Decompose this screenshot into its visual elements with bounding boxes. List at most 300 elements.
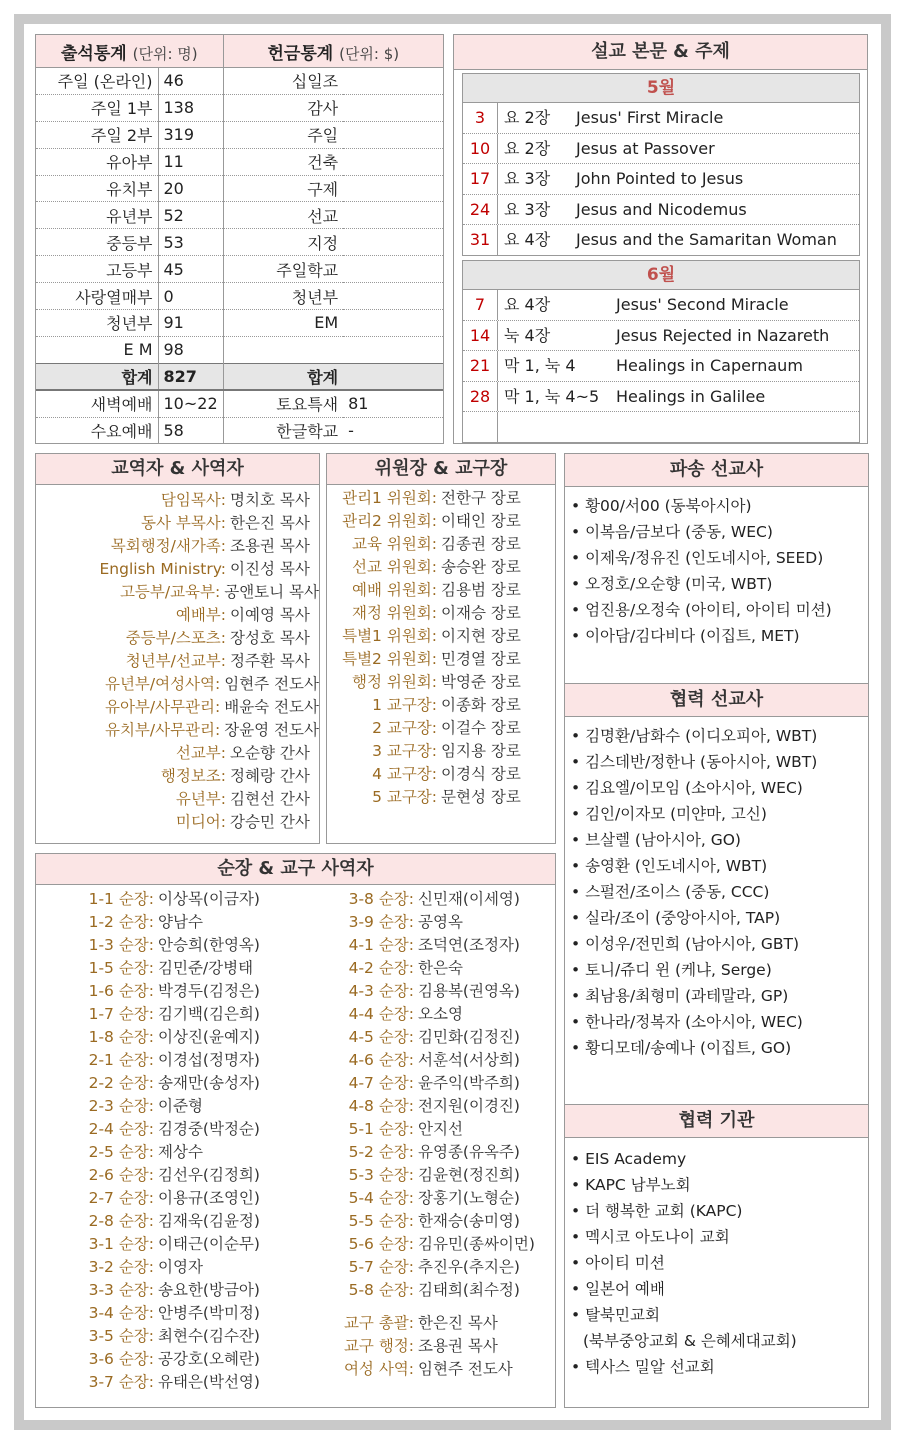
stats-row: [36, 121, 443, 148]
role-label: 5-4 순장:: [348, 1189, 414, 1207]
ministers-title: 교역자 & 사역자: [36, 454, 319, 485]
role-label: 4 교구장:: [372, 765, 437, 783]
attendance-label: 중등부: [36, 229, 158, 256]
role-label: 여성 사역:: [343, 1360, 414, 1378]
person-name: 윤주익(박주희): [418, 1074, 520, 1092]
minister-row: [36, 489, 319, 512]
role-label: 유년부:: [175, 790, 226, 808]
sermon-row: [463, 103, 859, 134]
attendance-value: 52: [158, 202, 223, 229]
committee-row: [327, 533, 555, 556]
offering-label: 합계: [223, 363, 343, 390]
offering-value: [343, 121, 443, 148]
stats-row: [36, 283, 443, 310]
offering-label: 주일학교: [223, 256, 343, 283]
person-name: 장홍기(노형순): [418, 1189, 520, 1207]
role-label: 3-9 순장:: [348, 913, 414, 931]
leader-row: [36, 1187, 294, 1210]
bullet: •: [571, 497, 586, 515]
minister-row: [36, 788, 319, 811]
person-name: 김윤현(정진희): [418, 1166, 520, 1184]
person-name: 김민화(김정진): [418, 1028, 520, 1046]
attendance-value: 11: [158, 148, 223, 175]
leader-row: [36, 1095, 294, 1118]
attendance-label: E M: [36, 336, 158, 363]
role-label: 관리1 위원회:: [342, 489, 437, 507]
person-name: 임현주 전도사: [224, 675, 319, 693]
role-label: 5-6 순장:: [348, 1235, 414, 1253]
committee-row: [327, 487, 555, 510]
person-name: 이걸수 장로: [441, 719, 521, 737]
item-text: 이복음/금보다 (중동, WEC): [585, 523, 773, 541]
item-text: 한나라/정복자 (소아시아, WEC): [585, 1013, 803, 1031]
role-label: 3-2 순장:: [88, 1258, 154, 1276]
leader-row: [36, 1325, 294, 1348]
sermon-date: 10: [463, 134, 498, 164]
item-text: 엄진용/오정숙 (아이티, 아이티 미션): [585, 601, 832, 619]
offering-label: 한글학교: [276, 422, 339, 442]
attendance-value: 0: [158, 283, 223, 310]
leader-row: [36, 1026, 294, 1049]
stats-row: [36, 417, 443, 444]
role-label: 유년부/여성사역:: [104, 675, 221, 693]
sermon-passage: 눅 4장: [504, 325, 551, 345]
partners-title: 협력 선교사: [565, 683, 868, 717]
leader-row: [294, 1279, 556, 1302]
committee-row: [327, 625, 555, 648]
sermon-title: 설교 본문 & 주제: [454, 35, 867, 70]
person-name: 한은진 목사: [418, 1314, 498, 1332]
attendance-header: [36, 35, 223, 68]
person-name: 안병주(박미정): [158, 1304, 260, 1322]
role-label: 4-1 순장:: [348, 936, 414, 954]
item-text: 브살렐 (남아시아, GO): [585, 831, 741, 849]
stats-row: [36, 363, 443, 390]
sermon-topic: John Pointed to Jesus: [576, 169, 744, 188]
role-label: 2-3 순장:: [88, 1097, 154, 1115]
person-name: 박영준 장로: [441, 673, 521, 691]
partner-item: [571, 931, 868, 957]
person-name: 전지원(이경진): [418, 1097, 520, 1115]
person-name: 양남수: [158, 913, 203, 931]
role-label: 행정 위원회:: [351, 673, 437, 691]
sermon-passage: 요 4장: [504, 295, 551, 314]
role-label: 3-1 순장:: [88, 1235, 154, 1253]
role-label: 5-2 순장:: [348, 1143, 414, 1161]
bullet: •: [571, 1013, 586, 1031]
person-name: 송승완 장로: [441, 558, 521, 576]
role-label: 4-8 순장:: [348, 1097, 414, 1115]
person-name: 김용복(권영옥): [418, 982, 520, 1000]
leader-row: [294, 934, 556, 957]
leader-row: [36, 934, 294, 957]
committee-row: [327, 694, 555, 717]
leader-row: [294, 1256, 556, 1279]
role-label: 유아부/사무관리:: [104, 698, 221, 716]
missionary-item: [571, 597, 868, 623]
role-label: 4-5 순장:: [348, 1028, 414, 1046]
sermon-topic: Jesus and the Samaritan Woman: [576, 230, 837, 249]
offering-title: 헌금통계: [267, 43, 334, 64]
item-text: 이성우/전민희 (남아시아, GBT): [585, 935, 800, 953]
stats-row: [36, 175, 443, 202]
offering-label: 십일조: [223, 68, 343, 95]
attendance-label: 유년부: [36, 202, 158, 229]
person-name: 신민재(이세영): [418, 890, 520, 908]
minister-row: [36, 742, 319, 765]
item-text: 텍사스 밀알 선교회: [585, 1358, 715, 1376]
role-label: 1-1 순장:: [88, 890, 154, 908]
role-label: 1 교구장:: [372, 696, 437, 714]
leader-row: [36, 1118, 294, 1141]
person-name: 이예영 목사: [230, 606, 310, 624]
minister-row: [36, 650, 319, 673]
partner-item: [571, 749, 868, 775]
org-item: [571, 1146, 868, 1172]
role-label: 5-8 순장:: [348, 1281, 414, 1299]
role-label: 특별2 위원회:: [342, 650, 437, 668]
sermon-row: [463, 164, 859, 195]
role-label: 중등부/스포츠:: [125, 629, 226, 647]
item-text: 오정호/오순향 (미국, WBT): [585, 575, 773, 593]
item-text: KAPC 남부노회: [585, 1176, 691, 1194]
role-label: 선교 위원회:: [351, 558, 437, 576]
sermon-passage: 막 1, 눅 4~5: [504, 386, 600, 406]
offering-value: [343, 256, 443, 283]
person-name: 유영종(유옥주): [418, 1143, 520, 1161]
offering-value: [343, 336, 443, 363]
sermon-row: [463, 195, 859, 226]
leader-row: [36, 1164, 294, 1187]
minister-row: [36, 696, 319, 719]
role-label: 유치부/사무관리:: [104, 721, 221, 739]
role-label: 5-7 순장:: [348, 1258, 414, 1276]
person-name: 이경식 장로: [441, 765, 521, 783]
role-label: 미디어:: [175, 813, 226, 831]
role-label: 2-6 순장:: [88, 1166, 154, 1184]
leader-row: [36, 1233, 294, 1256]
offering-label: 감사: [223, 94, 343, 121]
role-label: 4-3 순장:: [348, 982, 414, 1000]
bullet: •: [571, 961, 586, 979]
stats-row: [36, 68, 443, 95]
role-label: 4-4 순장:: [348, 1005, 414, 1023]
month-title: 6월: [463, 261, 859, 290]
bullet: •: [571, 753, 586, 771]
item-text: 스펄전/조이스 (중동, CCC): [585, 883, 770, 901]
leader-row: [36, 911, 294, 934]
person-name: 공영옥: [418, 913, 463, 931]
committee-row: [327, 579, 555, 602]
person-name: 김기백(김은희): [158, 1005, 260, 1023]
item-text: 토니/쥬디 윈 (케냐, Serge): [585, 961, 772, 979]
item-text: 멕시코 아도나이 교회: [585, 1228, 730, 1246]
attendance-value: 10~22: [158, 390, 223, 417]
partner-item: [571, 983, 868, 1009]
leader-row: [36, 957, 294, 980]
committee-row: [327, 763, 555, 786]
offering-label: 청년부: [223, 283, 343, 310]
role-label: 5-3 순장:: [348, 1166, 414, 1184]
sermon-month-may: [462, 73, 860, 256]
sermon-topic: Healings in Galilee: [616, 386, 766, 406]
item-text: 최남용/최형미 (과테말라, GP): [585, 987, 789, 1005]
role-label: 5 교구장:: [372, 788, 437, 806]
minister-row: [36, 719, 319, 742]
offering-value: [343, 229, 443, 256]
item-text: 일본어 예배: [585, 1280, 665, 1298]
attendance-label: 합계: [36, 363, 158, 390]
missionary-item: [571, 493, 868, 519]
org-item: [571, 1250, 868, 1276]
staff-row: [294, 1358, 556, 1381]
minister-row: [36, 627, 319, 650]
attendance-label: 유치부: [36, 175, 158, 202]
item-text: EIS Academy: [585, 1150, 687, 1168]
item-text: 송영환 (인도네시아, WBT): [585, 857, 768, 875]
org-item: [571, 1198, 868, 1224]
person-name: 이태근(이순무): [158, 1235, 260, 1253]
person-name: 최현수(김수잔): [158, 1327, 260, 1345]
role-label: 예배부:: [175, 606, 226, 624]
bullet: •: [571, 1202, 586, 1220]
person-name: 배윤숙 전도사: [224, 698, 319, 716]
sermon-month-june: [462, 260, 860, 443]
leader-row: [36, 1348, 294, 1371]
item-text: 실라/조이 (중앙아시아, TAP): [585, 909, 781, 927]
attendance-value: 53: [158, 229, 223, 256]
person-name: 이지현 장로: [441, 627, 521, 645]
offering-label: [223, 336, 343, 363]
offering-header: [223, 35, 443, 68]
leader-row: [294, 1187, 556, 1210]
attendance-value: 138: [158, 94, 223, 121]
item-text: 이제욱/정유진 (인도네시아, SEED): [585, 549, 824, 567]
person-name: 안지선: [418, 1120, 463, 1138]
sermon-passage: 요 4장: [504, 230, 551, 249]
attendance-value: 46: [158, 68, 223, 95]
role-label: 2 교구장:: [372, 719, 437, 737]
sermon-date: [463, 412, 498, 442]
stats-row: [36, 229, 443, 256]
sermon-date: 14: [463, 321, 498, 351]
offering-value: [343, 202, 443, 229]
leader-row: [294, 1095, 556, 1118]
attendance-label: 주일 1부: [36, 94, 158, 121]
minister-row: [36, 604, 319, 627]
stats-box: [35, 34, 444, 444]
bullet: •: [571, 1228, 586, 1246]
stats-row: [36, 336, 443, 363]
person-name: 한재승(송미영): [418, 1212, 520, 1230]
sermon-date: 31: [463, 225, 498, 255]
minister-row: [36, 535, 319, 558]
role-label: 1-2 순장:: [88, 913, 154, 931]
leaders-title: 순장 & 교구 사역자: [36, 854, 555, 885]
sermon-row: [463, 134, 859, 165]
person-name: 이재승 장로: [441, 604, 521, 622]
role-label: 2-8 순장:: [88, 1212, 154, 1230]
leader-row: [294, 911, 556, 934]
leader-row: [36, 1256, 294, 1279]
role-label: 5-1 순장:: [348, 1120, 414, 1138]
person-name: 이종화 장로: [441, 696, 521, 714]
offering-label: 건축: [223, 148, 343, 175]
role-label: 2-7 순장:: [88, 1189, 154, 1207]
attendance-label: 수요예배: [90, 422, 153, 442]
staff-row: [294, 1335, 556, 1358]
partners-list: [565, 717, 868, 1104]
role-label: 동사 부목사:: [140, 514, 226, 532]
sermon-row: [463, 290, 859, 321]
committee-row: [327, 671, 555, 694]
person-name: 안승희(한영옥): [158, 936, 260, 954]
stats-row: [36, 94, 443, 121]
role-label: 목회행정/새가족:: [110, 537, 226, 555]
bullet: •: [571, 987, 586, 1005]
person-name: 김용범 장로: [441, 581, 521, 599]
missionary-item: [571, 571, 868, 597]
person-name: 이경섭(정명자): [158, 1051, 260, 1069]
item-text: 황디모데/송예나 (이집트, GO): [585, 1039, 792, 1057]
minister-row: [36, 512, 319, 535]
org-item: [571, 1172, 868, 1198]
committee-row: [327, 648, 555, 671]
bullet: •: [571, 1150, 586, 1168]
attendance-title: 출석통계: [61, 43, 127, 64]
sermon-date: 24: [463, 195, 498, 225]
role-label: 교육 위원회:: [351, 535, 437, 553]
role-label: 3 교구장:: [372, 742, 437, 760]
bullet: •: [571, 805, 586, 823]
bullet: •: [571, 575, 586, 593]
ministers-box: [35, 453, 320, 844]
role-label: 3-6 순장:: [88, 1350, 154, 1368]
person-name: 송재만(송성자): [158, 1074, 260, 1092]
sermon-passage: 요 3장: [504, 169, 551, 188]
role-label: 1-8 순장:: [88, 1028, 154, 1046]
role-label: 1-5 순장:: [88, 959, 154, 977]
sermon-topic: Jesus' Second Miracle: [616, 295, 789, 314]
person-name: 김태희(최수정): [418, 1281, 520, 1299]
offering-label: 구제: [223, 175, 343, 202]
org-item: [571, 1224, 868, 1250]
leader-row: [294, 1118, 556, 1141]
attendance-label: 유아부: [36, 148, 158, 175]
attendance-label: 새벽예배: [36, 390, 158, 417]
sermon-topic: Jesus at Passover: [576, 138, 715, 158]
attendance-value: 91: [158, 310, 223, 337]
role-label: 4-7 순장:: [348, 1074, 414, 1092]
person-name: 강승민 간사: [230, 813, 310, 831]
missionaries-list: [565, 487, 868, 683]
sermon-passage: 요 2장: [504, 108, 551, 127]
spacer: [294, 1302, 556, 1312]
person-name: 한은진 목사: [230, 514, 310, 532]
sermon-row: [463, 382, 859, 413]
stats-row: [36, 148, 443, 175]
sermon-row: [463, 225, 859, 255]
person-name: 김유민(종싸이먼): [418, 1235, 535, 1253]
role-label: 담임목사:: [160, 491, 226, 509]
sermon-date: 28: [463, 382, 498, 412]
person-name: 유태은(박선영): [158, 1373, 260, 1391]
minister-row: [36, 558, 319, 581]
item-text: 아이티 미션: [585, 1254, 665, 1272]
offering-value: [343, 283, 443, 310]
missionary-item: [571, 545, 868, 571]
sermon-topic: Jesus Rejected in Nazareth: [616, 325, 830, 345]
org-item: [571, 1354, 868, 1380]
sermon-row: [463, 412, 859, 442]
role-label: 교구 총괄:: [343, 1314, 414, 1332]
item-text: 김인/이자모 (미얀마, 고신): [585, 805, 767, 823]
person-name: 박경두(김정은): [158, 982, 260, 1000]
attendance-value: 827: [158, 363, 223, 390]
person-name: 김민준/강병태: [158, 959, 254, 977]
ministers-list: [36, 485, 319, 834]
role-label: 2-1 순장:: [88, 1051, 154, 1069]
stats-row: [36, 256, 443, 283]
attendance-label: 주일 2부: [36, 121, 158, 148]
partner-item: [571, 775, 868, 801]
person-name: 오소영: [418, 1005, 463, 1023]
committee-title: 위원장 & 교구장: [327, 454, 555, 485]
role-label: 3-8 순장:: [348, 890, 414, 908]
role-label: 2-4 순장:: [88, 1120, 154, 1138]
item-text: 더 행복한 교회 (KAPC): [585, 1202, 743, 1220]
role-label: 1-3 순장:: [88, 936, 154, 954]
bullet: •: [571, 549, 586, 567]
sermon-passage: 막 1, 눅 4: [504, 356, 576, 375]
person-name: 명치호 목사: [230, 491, 310, 509]
role-label: 교구 행정:: [343, 1337, 414, 1355]
item-text: 이아담/김다비다 (이집트, MET): [585, 627, 800, 645]
role-label: 특별1 위원회:: [342, 627, 437, 645]
sermon-date: 3: [463, 103, 498, 133]
offering-value: 81: [343, 390, 443, 417]
person-name: 공앤토니 목사: [224, 583, 319, 601]
sermon-passage: 요 2장: [504, 138, 551, 158]
committee-row: [327, 556, 555, 579]
sermon-box: [453, 34, 868, 444]
item-text: 탈북민교회: [585, 1306, 660, 1324]
person-name: 한은숙: [418, 959, 463, 977]
minister-row: [36, 811, 319, 834]
bullet: •: [571, 1254, 586, 1272]
leader-row: [36, 1371, 294, 1394]
partner-item: [571, 827, 868, 853]
offering-label: 주일: [223, 121, 343, 148]
role-label: 3-7 순장:: [88, 1373, 154, 1391]
person-name: 민경열 장로: [441, 650, 521, 668]
offering-label: EM: [223, 310, 343, 337]
stats-row: [36, 390, 443, 417]
leader-row: [294, 1026, 556, 1049]
offering-label: 토요특새: [223, 390, 343, 417]
offering-value: [343, 363, 443, 390]
leader-row: [294, 1003, 556, 1026]
leader-row: [36, 1279, 294, 1302]
bullet: •: [571, 909, 586, 927]
org-item: [571, 1276, 868, 1302]
person-name: 김종권 장로: [441, 535, 521, 553]
missionaries-title: 파송 선교사: [565, 454, 868, 487]
person-name: 이상진(윤예지): [158, 1028, 260, 1046]
sermon-row: [463, 321, 859, 352]
leader-row: [294, 1164, 556, 1187]
person-name: 조용권 목사: [230, 537, 310, 555]
